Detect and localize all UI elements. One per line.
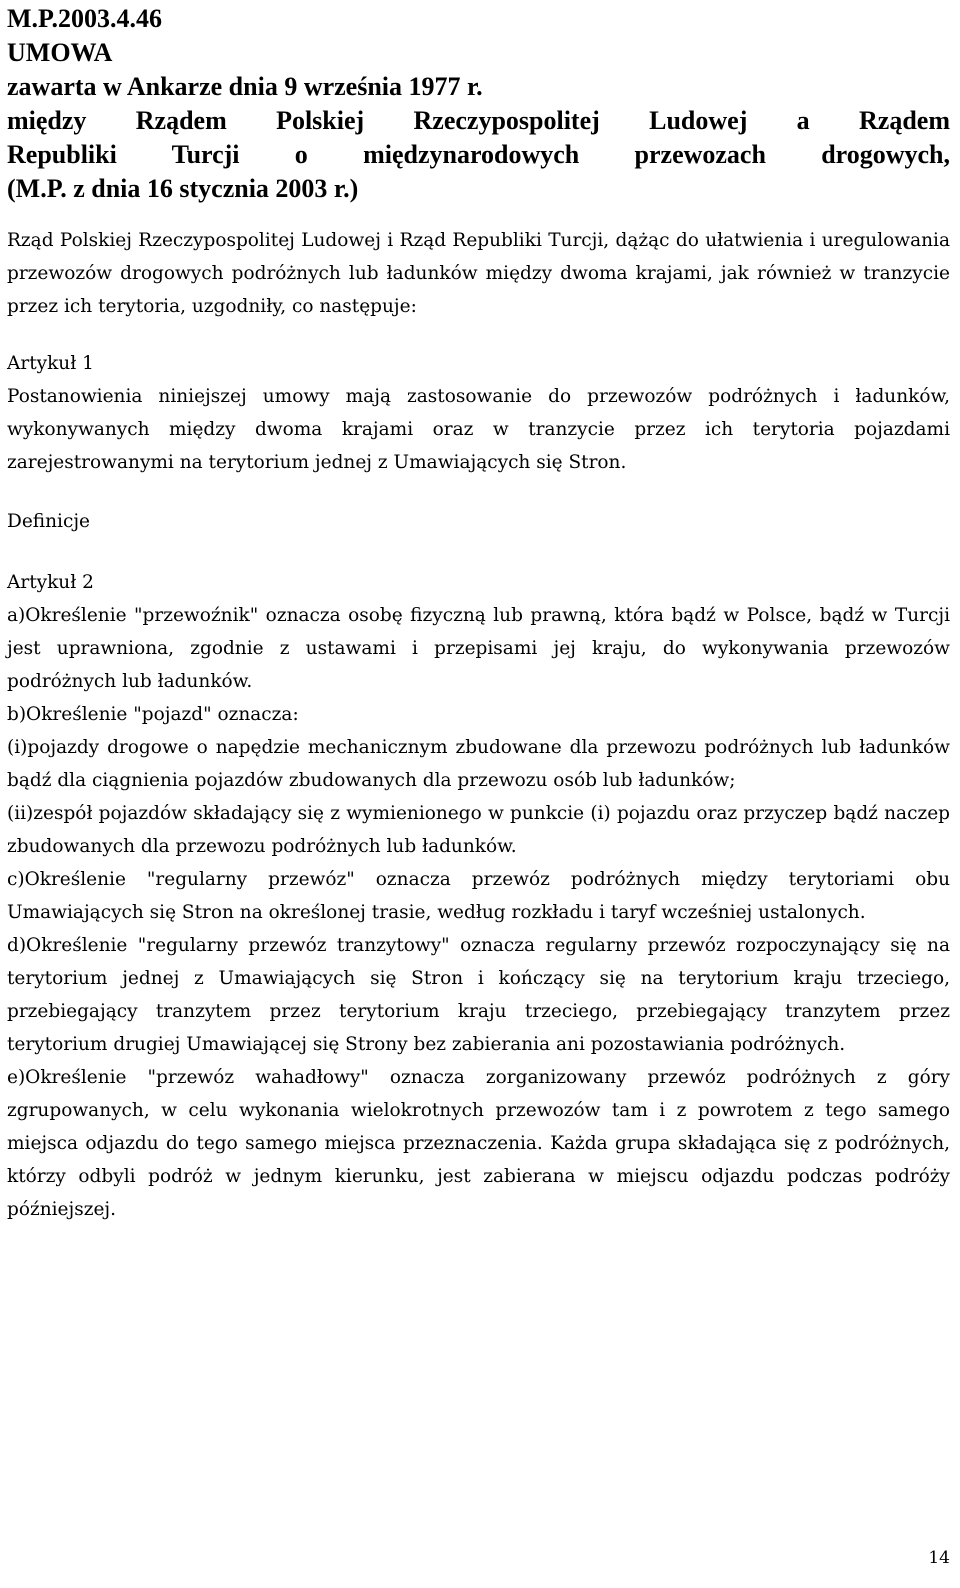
- doc-title-line-1: między Rządem Polskiej Rzeczypospolitej Ludowej a Rządem: [7, 106, 950, 135]
- doc-publication-info: (M.P. z dnia 16 stycznia 2003 r.): [7, 174, 359, 203]
- section-definitions-heading: Definicje: [7, 511, 90, 532]
- preamble-paragraph: Rząd Polskiej Rzeczypospolitej Ludowej i Rząd Republiki Turcji, dążąc do ułatwienia i uregulowania przewozów drogowych podróżnych lub ładunków między dwoma krajami, jak również w tranzycie przez ich terytoria, uzgodniły, co następuje:: [7, 230, 950, 317]
- article-2-point-b-i: (i)pojazdy drogowe o napędzie mechanicznym zbudowane dla przewozu podróżnych lub ładunków bądź dla ciągnienia pojazdów zbudowanych dla przewozu osób lub ładunków;: [7, 737, 950, 791]
- article-2-point-b-ii: (ii)zespół pojazdów składający się z wymienionego w punkcie (i) pojazdu oraz przyczep bądź naczep zbudowanych dla przewozu podróżnych lub ładunków.: [7, 803, 950, 857]
- doc-type: UMOWA: [7, 38, 113, 67]
- article-2-title: Artykuł 2: [7, 572, 94, 593]
- page-number: 14: [928, 1548, 950, 1568]
- document-page: [7, 0, 950, 1226]
- article-2-point-c: c)Określenie "regularny przewóz" oznacza przewóz podróżnych między terytoriami obu Umawiających się Stron na określonej trasie, według rozkładu i taryf wcześniej ustalonych.: [7, 869, 950, 923]
- article-2-point-d: d)Określenie "regularny przewóz tranzytowy" oznacza regularny przewóz rozpoczynający się na terytorium jednej z Umawiających się Stron i kończący się na terytorium kraju trzeciego, przebiegający tranzytem przez terytorium kraju trzeciego, przebiegający tranzytem przez terytorium drugiej Umawiającej się Strony bez zabierania ani pozostawiania podróżnych.: [7, 935, 950, 1055]
- doc-signing-info: zawarta w Ankarze dnia 9 września 1977 r.: [7, 72, 483, 101]
- article-1-text: Postanowienia niniejszej umowy mają zastosowanie do przewozów podróżnych i ładunków, wykonywanych między dwoma krajami oraz w tranzycie przez ich terytoria pojazdami zarejestrowanymi na terytorium jednej z Umawiających się Stron.: [7, 386, 950, 473]
- article-1-title: Artykuł 1: [7, 353, 94, 374]
- article-2-point-b: b)Określenie "pojazd" oznacza:: [7, 704, 299, 725]
- article-2-point-e: e)Określenie "przewóz wahadłowy" oznacza zorganizowany przewóz podróżnych z góry zgrupowanych, w celu wykonania wielokrotnych przewozów tam i z powrotem z tego samego miejsca odjazdu do tego samego miejsca przeznaczenia. Każda grupa składająca się z podróżnych, którzy odbyli podróż w jednym kierunku, jest zabierana w miejscu odjazdu podczas podróży późniejszej.: [7, 1067, 950, 1220]
- article-2-point-a: a)Określenie "przewoźnik" oznacza osobę fizyczną lub prawną, która bądź w Polsce, bądź w Turcji jest uprawniona, zgodnie z ustawami i przepisami jej kraju, do wykonywania przewozów podróżnych lub ładunków.: [7, 605, 950, 692]
- doc-reference: M.P.2003.4.46: [7, 4, 163, 33]
- doc-title-line-2: Republiki Turcji o międzynarodowych przewozach drogowych,: [7, 140, 950, 169]
